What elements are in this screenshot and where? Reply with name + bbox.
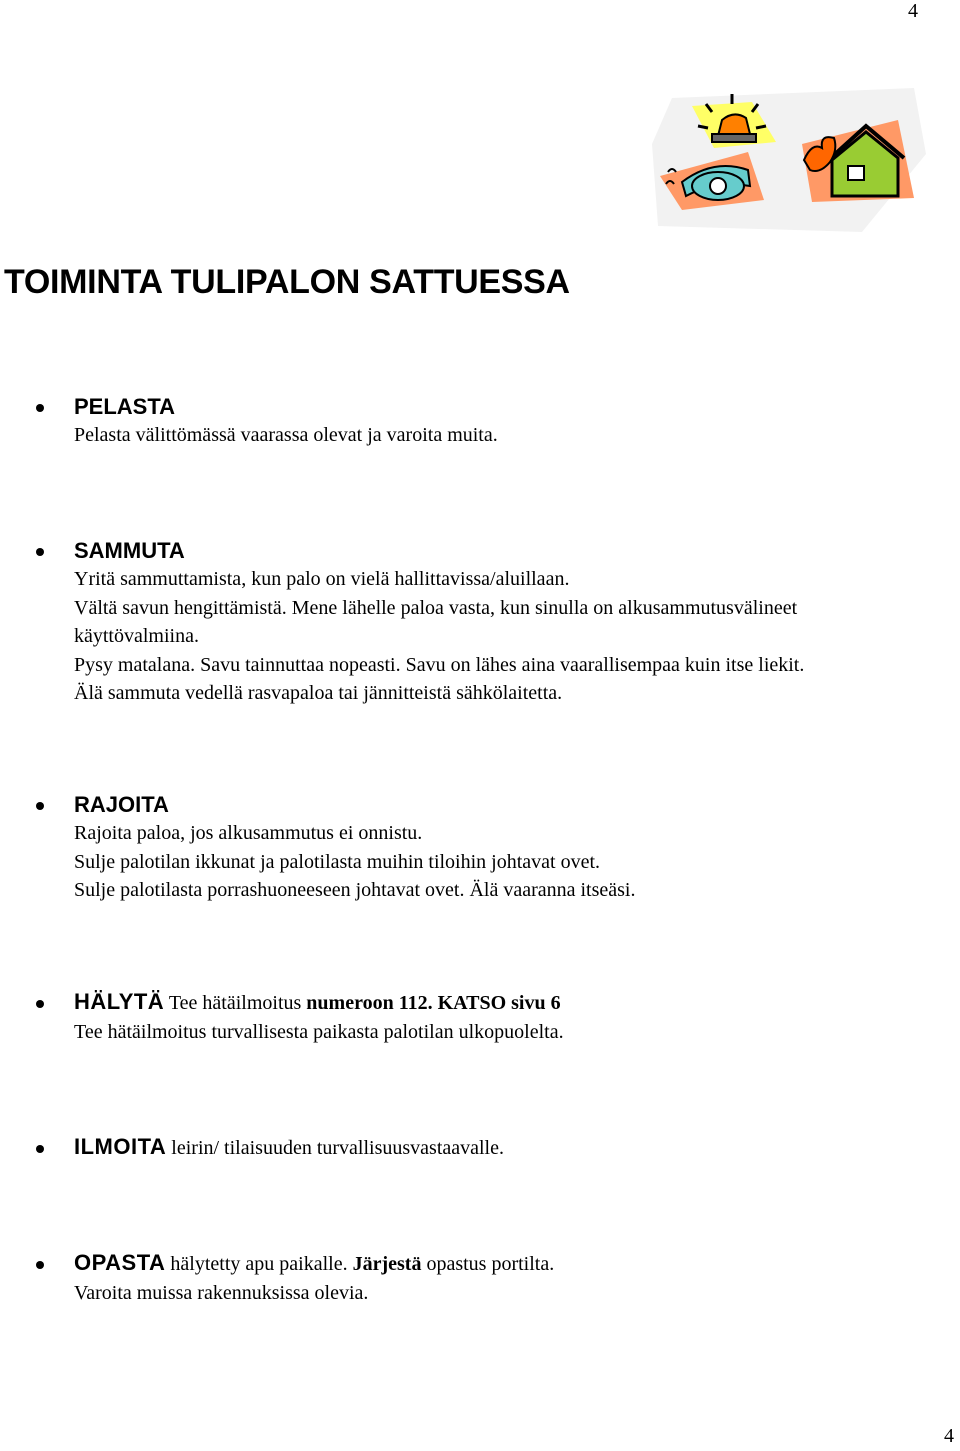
section-text: Älä sammuta vedellä rasvapaloa tai jännitteistä sähkölaitetta. [74,682,563,704]
section-halyta [74,988,950,1046]
section-rajoita [74,790,950,905]
section-bold-text: Järjestä [352,1253,422,1275]
section-first-line [74,988,950,1018]
page-number-top: 4 [908,0,918,22]
section-sammuta [74,536,950,708]
section-pelasta [74,392,950,450]
bullet [36,802,44,810]
section-text: Pysy matalana. Savu tainnuttaa nopeasti. Savu on lähes aina vaarallisempaa kuin itse liekit. [74,653,805,676]
section-text: leirin/ tilaisuuden turvallisuusvastaavalle. [166,1137,504,1159]
page-title: TOIMINTA TULIPALON SATTUESSA [4,263,570,301]
section-text: käyttövalmiina. [74,625,199,647]
section-ilmoita [74,1133,950,1163]
section-heading: PELASTA [74,394,176,419]
section-text: Tee hätäilmoitus [164,992,307,1014]
section-heading: ILMOITA [74,1134,167,1159]
section-text: Varoita muissa rakennuksissa olevia. [74,1281,369,1304]
section-heading: SAMMUTA [74,538,185,563]
section-heading: RAJOITA [74,792,169,817]
section-text: Yritä sammuttamista, kun palo on vielä hallittavissa/aluillaan. [74,568,570,590]
section-text: opastus portilta. [421,1253,555,1275]
section-opasta [74,1249,950,1307]
bullet [36,548,44,556]
section-first-line [74,1249,950,1279]
section-text: Tee hätäilmoitus turvallisesta paikasta palotilan ulkopuolelta. [74,1020,564,1043]
section-text: Rajoita paloa, jos alkusammutus ei onnistu. [74,822,423,844]
section-heading: OPASTA [74,1250,166,1275]
bullet [36,1145,44,1153]
section-text: Pelasta välittömässä vaarassa olevat ja varoita muita. [74,424,498,446]
emergency-number-text: numeroon 112. KATSO sivu 6 [306,992,561,1014]
bullet [36,1261,44,1269]
section-text: Sulje palotilasta porrashuoneeseen johtavat ovet. Älä vaaranna itseäsi. [74,879,636,901]
section-text: hälytetty apu paikalle. [165,1253,353,1275]
section-text: Vältä savun hengittämistä. Mene lähelle paloa vasta, kun sinulla on alkusammutusvälineet [74,596,798,619]
bullet [36,404,44,412]
section-first-line [74,1133,950,1163]
section-text: Sulje palotilan ikkunat ja palotilasta muihin tiloihin johtavat ovet. [74,850,601,873]
fire-emergency-clipart [652,84,928,232]
bullet [36,1000,44,1008]
section-heading: HÄLYTÄ [74,989,165,1014]
page-number-bottom: 4 [944,1425,954,1447]
